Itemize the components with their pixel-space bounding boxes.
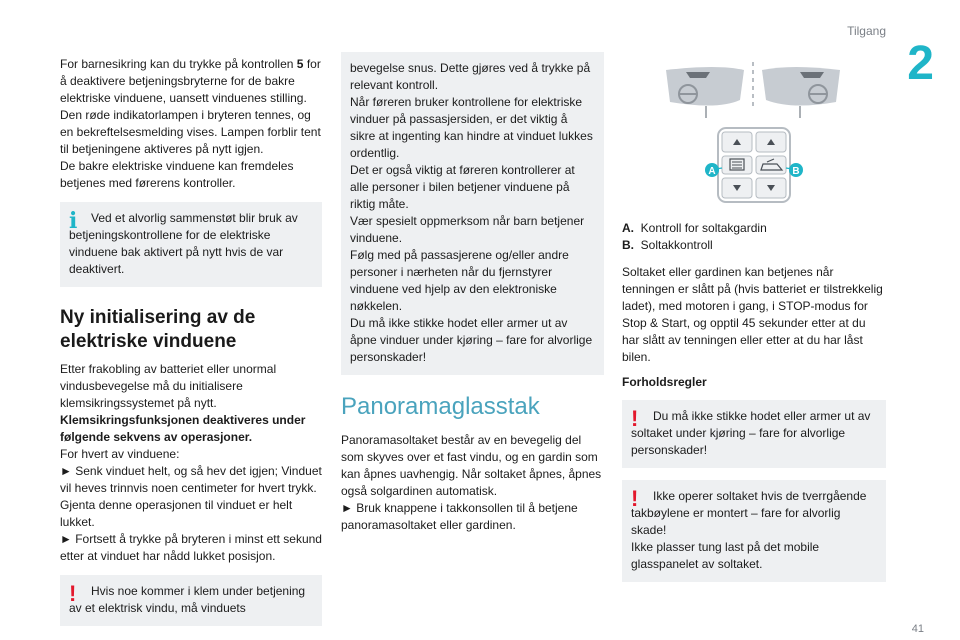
column-1 (60, 56, 322, 626)
bold-notice: Klemsikringsfunksjonen deaktiveres under følgende sekvens av operasjoner. (60, 413, 306, 444)
step: ► Fortsett å trykke på bryteren i minst ett sekund etter at vinduet har nådd lukket posisjon. (60, 532, 322, 563)
warning-box: ! Ikke operer soltaket hvis de tverrgående takbøylene er montert – fare for alvorlig skade! Ikke plasser tung last på det mobile glasspanelet av soltaket. (622, 480, 886, 582)
step: ► Senk vinduet helt, og så hev det igjen; Vinduet vil heves trinnvis noen centimeter for hvert trykk. Gjenta denne operasjonen til vinduet er helt lukket. (60, 464, 322, 529)
roof-console-right-illustration (762, 67, 840, 118)
roof-console-left-illustration (666, 67, 744, 118)
paragraph: For hvert av vinduene: (60, 447, 180, 461)
paragraph: Panoramasoltaket består av en bevegelig del som skyves over et fast vindu, og en gardin som kan åpnes uavhengig. Når soltaket åpnes, åpnes også solgardinen automatisk. (341, 433, 602, 498)
paragraph: Etter frakobling av batteriet eller unormal vindusbevegelse må du initialisere klemsikringssystemet på nytt. (60, 362, 277, 410)
callout-b-label: B (792, 166, 800, 177)
section-heading: Ny initialisering av de elektriske vinduene (60, 307, 256, 352)
sunroof-control-figure (622, 52, 886, 212)
column-2 (341, 52, 604, 534)
callout-a-label: A (708, 166, 716, 177)
info-icon: i (69, 208, 78, 234)
warning-box: ! Hvis noe kommer i klem under betjening av et elektrisk vindu, må vinduets (60, 575, 322, 626)
paragraph: De bakre elektriske vinduene kan fremdeles betjenes med førerens kontroller. (60, 159, 294, 190)
paragraph: For barnesikring kan du trykke på kontrollen 5 for å deaktivere betjeningsbryterne for de bakre elektriske vinduene, uansett vinduenes stilling. (60, 57, 321, 105)
legend-item-a: A. Kontroll for soltakgardin (622, 221, 767, 235)
subheading: Forholdsregler (622, 375, 707, 389)
info-box: i Ved et alvorlig sammenstøt blir bruk av betjeningskontrollene for de elektriske vinduene bak aktivert på nytt hvis de var deaktivert. (60, 202, 322, 287)
warning-box-continued: bevegelse snus. Dette gjøres ved å trykke på relevant kontroll. Når føreren bruker kontrollene for elektriske vinduer på passasjersiden, er det viktig å sikre at ingenting kan hindre at vinduet lukkes ordentlig. Det er også viktig at føreren kontrollerer at alle personer i bilen betjener vinduene på riktig måte. Vær spesielt oppmerksom når barn betjener vinduene. Følg med på passasjerene og/eller andre personer i nærheten når du fjernstyrer vinduene ved hjelp av den elektroniske nøkkelen. Du må ikke stikke hodet eller armer ut av åpne vinduer under kjøring – fare for alvorlige personskader! (341, 52, 604, 375)
legend-item-b: B. Soltakkontroll (622, 238, 713, 252)
page-number: 41 (911, 623, 924, 635)
sunroof-control-panel (718, 128, 790, 202)
warning-icon: ! (69, 581, 77, 606)
warning-box: ! Du må ikke stikke hodet eller armer ut av soltaket under kjøring – fare for alvorlige personskader! (622, 400, 886, 468)
section-title: Tilgang (847, 24, 886, 38)
chapter-number: 2 (907, 37, 934, 90)
step: ► Bruk knappene i takkonsollen til å betjene panoramasoltaket eller gardinen. (341, 501, 578, 532)
warning-icon: ! (631, 406, 639, 431)
paragraph: Soltaket eller gardinen kan betjenes når tenningen er slått på (hvis batteriet er tilstrekkelig ladet), med motoren i gang, i STOP-modus for Stop & Start, og opptil 45 sekunder etter at du har slått av tenningen eller etter at du har låst bilen. (622, 265, 883, 364)
warning-icon: ! (631, 486, 639, 511)
section-heading: Panoramaglasstak (341, 393, 540, 420)
paragraph: Den røde indikatorlampen i bryteren tennes, og en bekreftelsesmelding vises. Lampen forblir tent til betjeningene aktiveres på nytt igjen. (60, 108, 321, 156)
column-3 (622, 220, 886, 582)
